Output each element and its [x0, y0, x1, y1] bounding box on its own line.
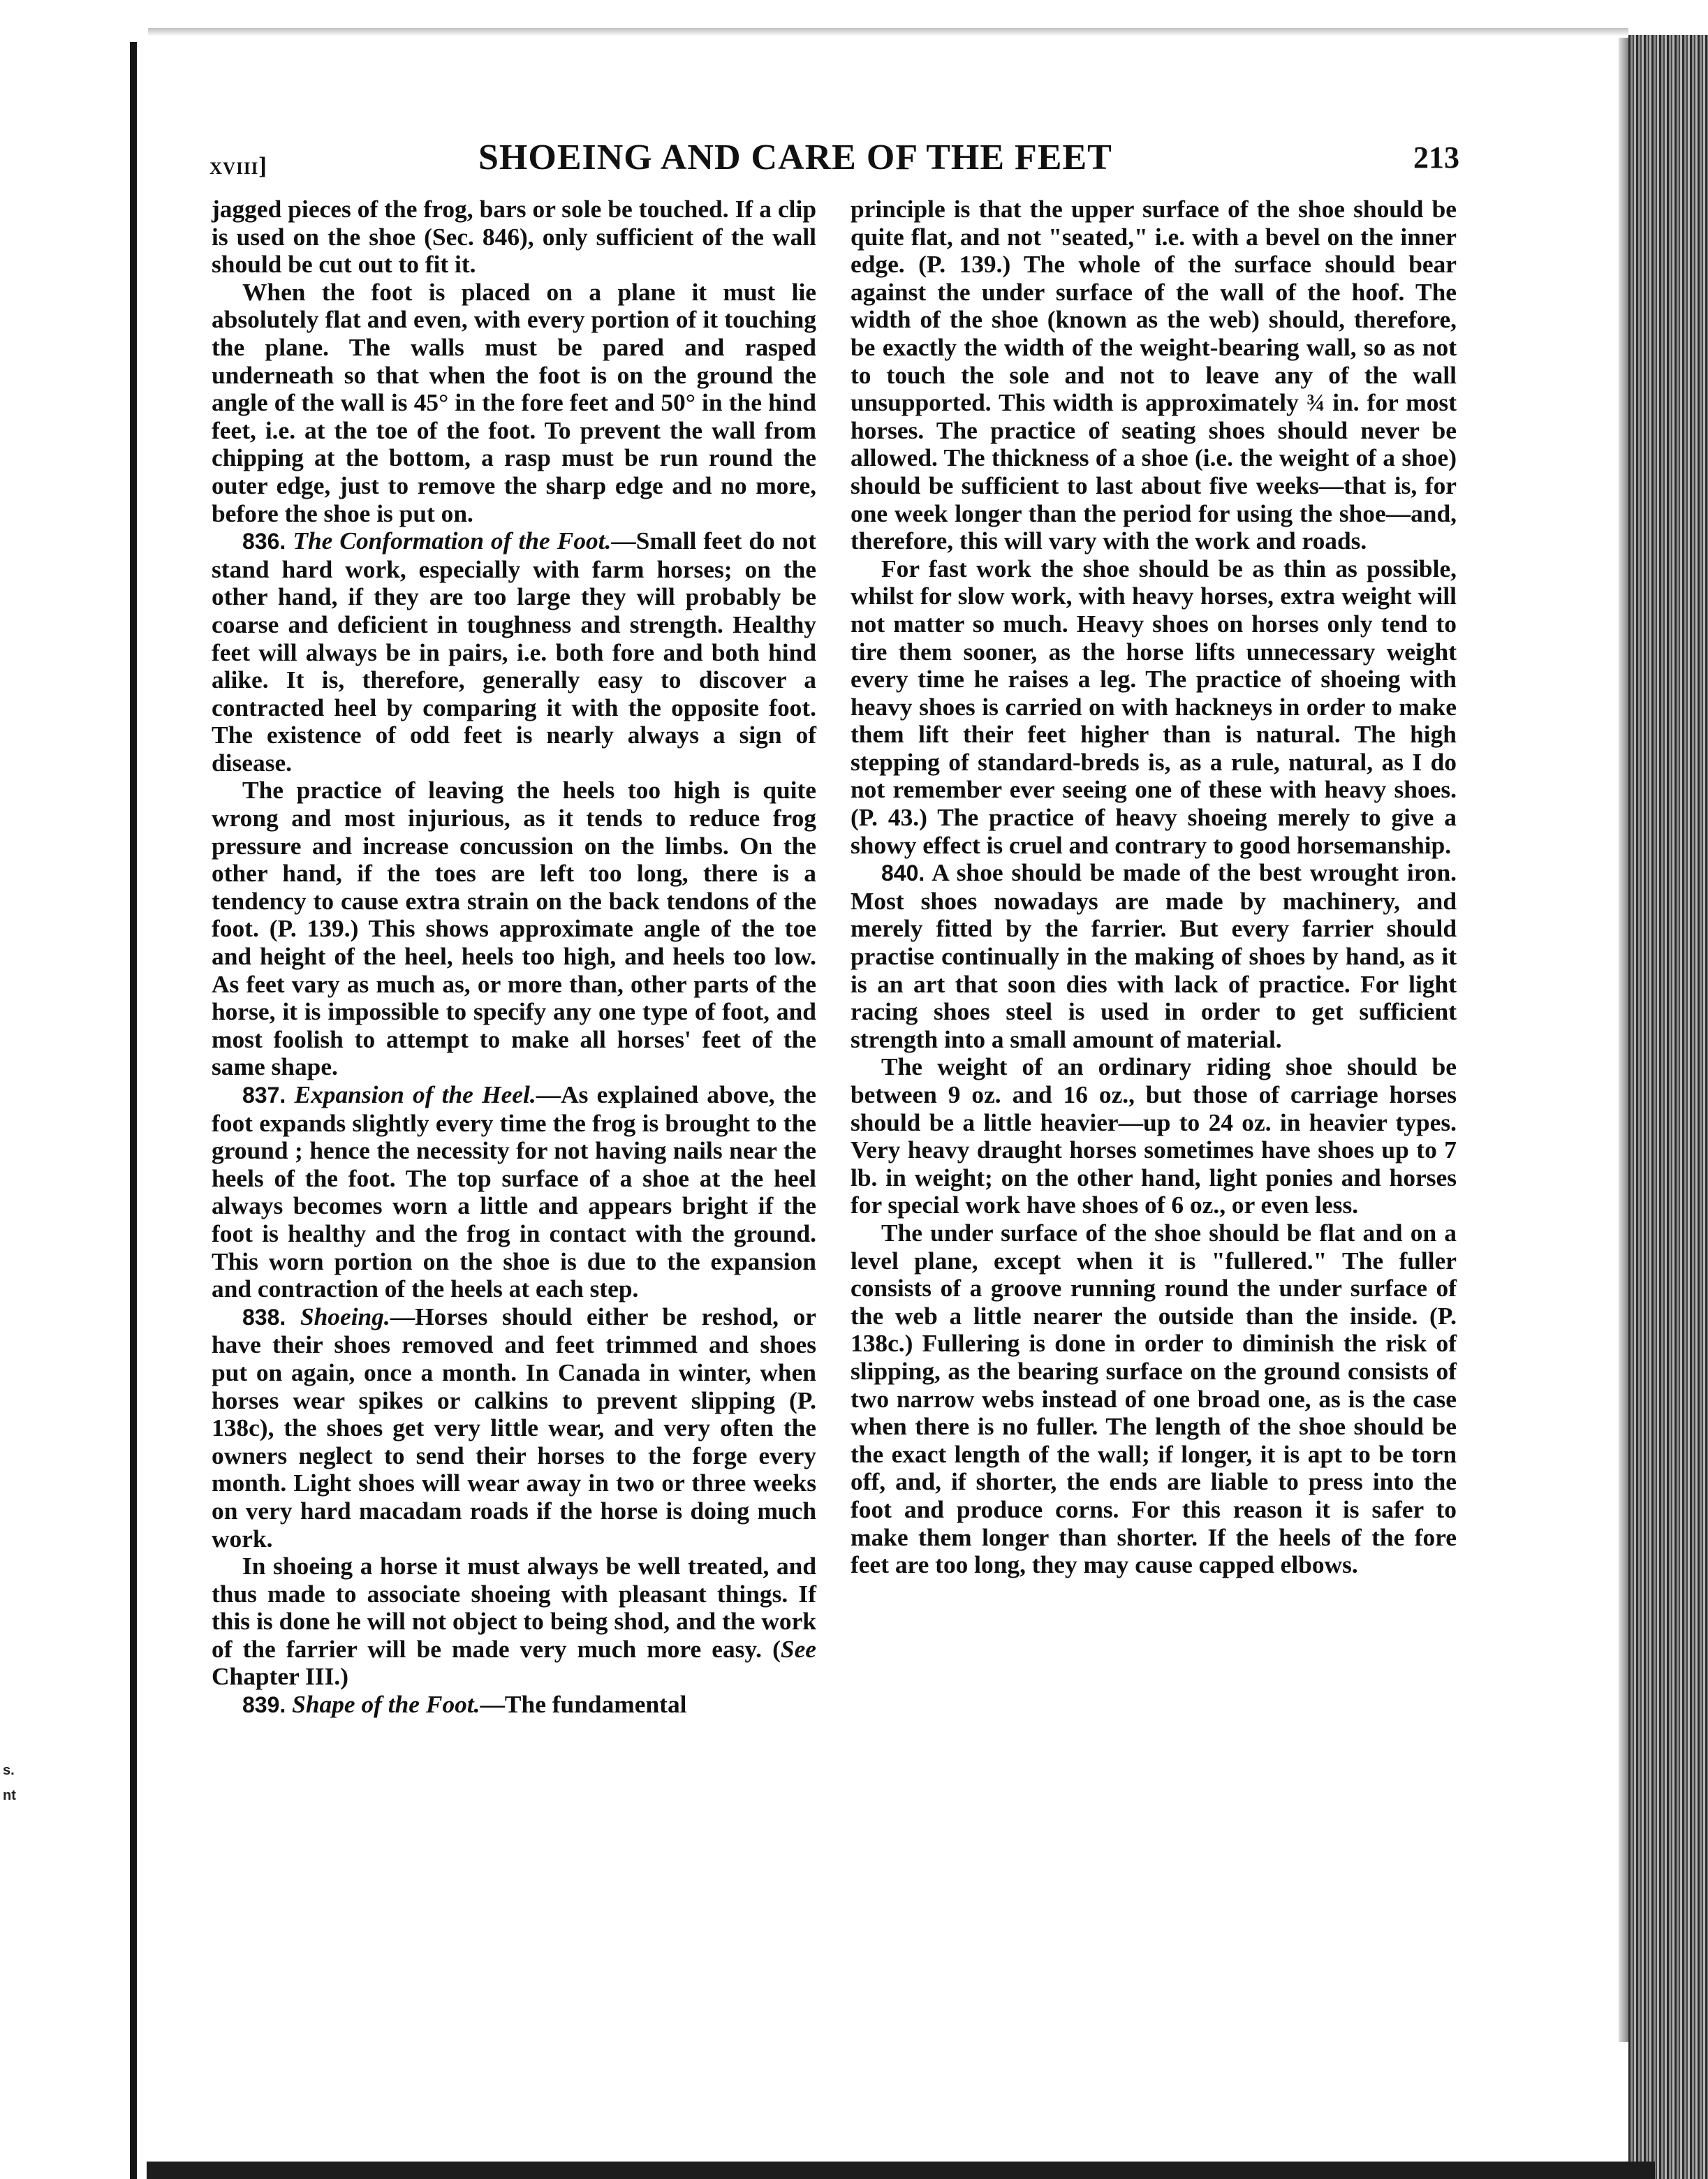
section-title: Shoeing.: [300, 1302, 390, 1330]
paragraph: [212, 1553, 816, 1691]
section-text: —As explained above, the foot expands slightly every time the frog is brought to the ground ; hence the necessity for not having nails near the heels of the foot. The top surface of a shoe at the heel always becomes worn a little and appears bright if the foot is healthy and the frog in contact with the ground. This worn portion on the shoe is due to the expansion and contraction of the heels at each step.: [212, 1080, 816, 1303]
section-840: [851, 859, 1457, 1053]
section-number: 840.: [881, 860, 925, 886]
paragraph: The under surface of the shoe should be flat and on a level plane, except when it is "fullered." The fuller consists of a groove running round the under surface of the web a little nearer the outside than the inside. (P. 138c.) Fullering is done in order to diminish the risk of slipping, as the bearing surface on the ground consists of two narrow webs instead of one broad one, as is the case when there is no fuller. The length of the shoe should be the exact length of the wall; if longer, it is apt to be torn off, and, if shorter, the ends are liable to press into the foot and produce corns. For this reason it is safer to make them longer than shorter. If the heels of the fore feet are too long, they may cause capped elbows.: [851, 1218, 1457, 1579]
paragraph-text: In shoeing a horse it must always be well treated, and thus made to associate shoeing with pleasant things. If this is done he will not object to being shod, and the work of the farrier will be made very much more easy. (: [212, 1552, 816, 1663]
scan-left-margin: [0, 0, 136, 2179]
left-column: [212, 196, 816, 1719]
paragraph: principle is that the upper surface of the shoe should be quite flat, and not "seated," i.e. with a bevel on the inner edge. (P. 139.) The whole of the surface should bear against the under surface of the wall of the hoof. The width of the shoe (known as the web) should, therefore, be exactly the width of the weight-bearing wall, so as not to touch the sole and not to leave any of the wall unsupported. This width is approximately ¾ in. for most horses. The practice of seating shoes should never be allowed. The thickness of a shoe (i.e. the weight of a shoe) should be sufficient to last about five weeks—that is, for one week longer than the period for using the shoe—and, therefore, this will vary with the work and roads.: [851, 195, 1457, 555]
section-836: [212, 527, 816, 777]
see-reference: See: [780, 1634, 816, 1663]
page-number: 213: [1413, 140, 1459, 175]
paragraph-text: Chapter III.): [212, 1662, 348, 1691]
paragraph: The practice of leaving the heels too high is quite wrong and most injurious, as it tends to reduce frog pressure and increase concussion on the limbs. On the other hand, if the toes are left too long, there is a tendency to cause extra strain on the back tendons of the foot. (P. 139.) This shows approximate angle of the toe and height of the heel, heels too high, and heels too low. As feet vary as much as, or more than, other parts of the horse, it is impossible to specify any one type of foot, and most foolish to attempt to make all horses' feet of the same shape.: [212, 776, 816, 1081]
scan-bottom-border: [147, 2162, 1655, 2179]
section-text: —The fundamental: [480, 1690, 687, 1719]
chapter-number: xviii]: [209, 152, 267, 179]
section-title: Shape of the Foot.: [292, 1690, 480, 1719]
paragraph: jagged pieces of the frog, bars or sole be touched. If a clip is used on the shoe (Sec. 846), only sufficient of the wall should be cut out to fit it.: [212, 195, 816, 279]
running-head: [203, 137, 1459, 186]
section-text: —Horses should either be reshod, or have their shoes removed and feet trimmed and shoes put on again, once a month. In Canada in winter, when horses wear spikes or calkins to prevent slipping (P. 138c), the shoes get very little wear, and very often the owners neglect to send their horses to the forge every month. Light shoes will wear away in two or three weeks on very hard macadam roads if the horse is doing much work.: [212, 1302, 816, 1553]
page-title: SHOEING AND CARE OF THE FEET: [478, 138, 1112, 177]
section-text: A shoe should be made of the best wrought iron. Most shoes nowadays are made by machinery, and merely fitted by the farrier. But every farrier should practise continually in the making of shoes by hand, as it is an art that soon dies with lack of practice. For light racing shoes steel is used in order to get sufficient strength into a small amount of material.: [851, 858, 1457, 1053]
book-page-edges: [1628, 35, 1708, 2179]
section-title: Expansion of the Heel.: [294, 1080, 536, 1108]
paragraph: The weight of an ordinary riding shoe should be between 9 oz. and 16 oz., but those of carriage horses should be a little heavier—up to 24 oz. in heavier types. Very heavy draught horses sometimes have shoes up to 7 lb. in weight; on the other hand, light ponies and horses for special work have shoes of 6 oz., or even less.: [851, 1052, 1457, 1219]
scan-left-border: [130, 42, 137, 2179]
margin-fragment: nt: [3, 1788, 16, 1803]
right-column: [851, 196, 1457, 1579]
paragraph: When the foot is placed on a plane it must lie absolutely flat and even, with every portion of it touching the plane. The walls must be pared and rasped underneath so that when the foot is on the ground the angle of the wall is 45° in the fore feet and 50° in the hind feet, i.e. at the toe of the foot. To prevent the wall from chipping at the bottom, a rasp must be run round the outer edge, just to remove the sharp edge and no more, before the shoe is put on.: [212, 277, 816, 527]
margin-fragment: s.: [3, 1763, 15, 1778]
section-838: [212, 1303, 816, 1553]
section-number: 836.: [242, 529, 286, 555]
section-837: [212, 1081, 816, 1303]
section-number: 838.: [242, 1304, 286, 1330]
section-number: 837.: [242, 1083, 286, 1108]
section-839: [212, 1691, 816, 1719]
section-number: 839.: [242, 1692, 286, 1718]
paragraph: For fast work the shoe should be as thin as possible, whilst for slow work, with heavy horses, extra weight will not matter so much. Heavy shoes on horses only tend to tire them sooner, as the horse lifts unnecessary weight every time he raises a leg. The practice of shoeing with heavy shoes is carried on with hackneys in order to make them lift their feet higher than is natural. The high stepping of standard-breds is, as a rule, natural, as I do not remember ever seeing one of these with heavy shoes. (P. 43.) The practice of heavy shoeing merely to give a showy effect is cruel and contrary to good horsemanship.: [851, 554, 1457, 859]
section-title: The Conformation of the Foot.: [293, 527, 612, 555]
section-text: —Small feet do not stand hard work, especially with farm horses; on the other hand, if they are too large they will probably be coarse and deficient in toughness and strength. Healthy feet will always be in pairs, i.e. both fore and both hind alike. It is, therefore, generally easy to discover a contracted heel by comparing it with the opposite foot. The existence of odd feet is nearly always a sign of disease.: [212, 527, 816, 777]
page-top-shadow: [148, 28, 1628, 36]
